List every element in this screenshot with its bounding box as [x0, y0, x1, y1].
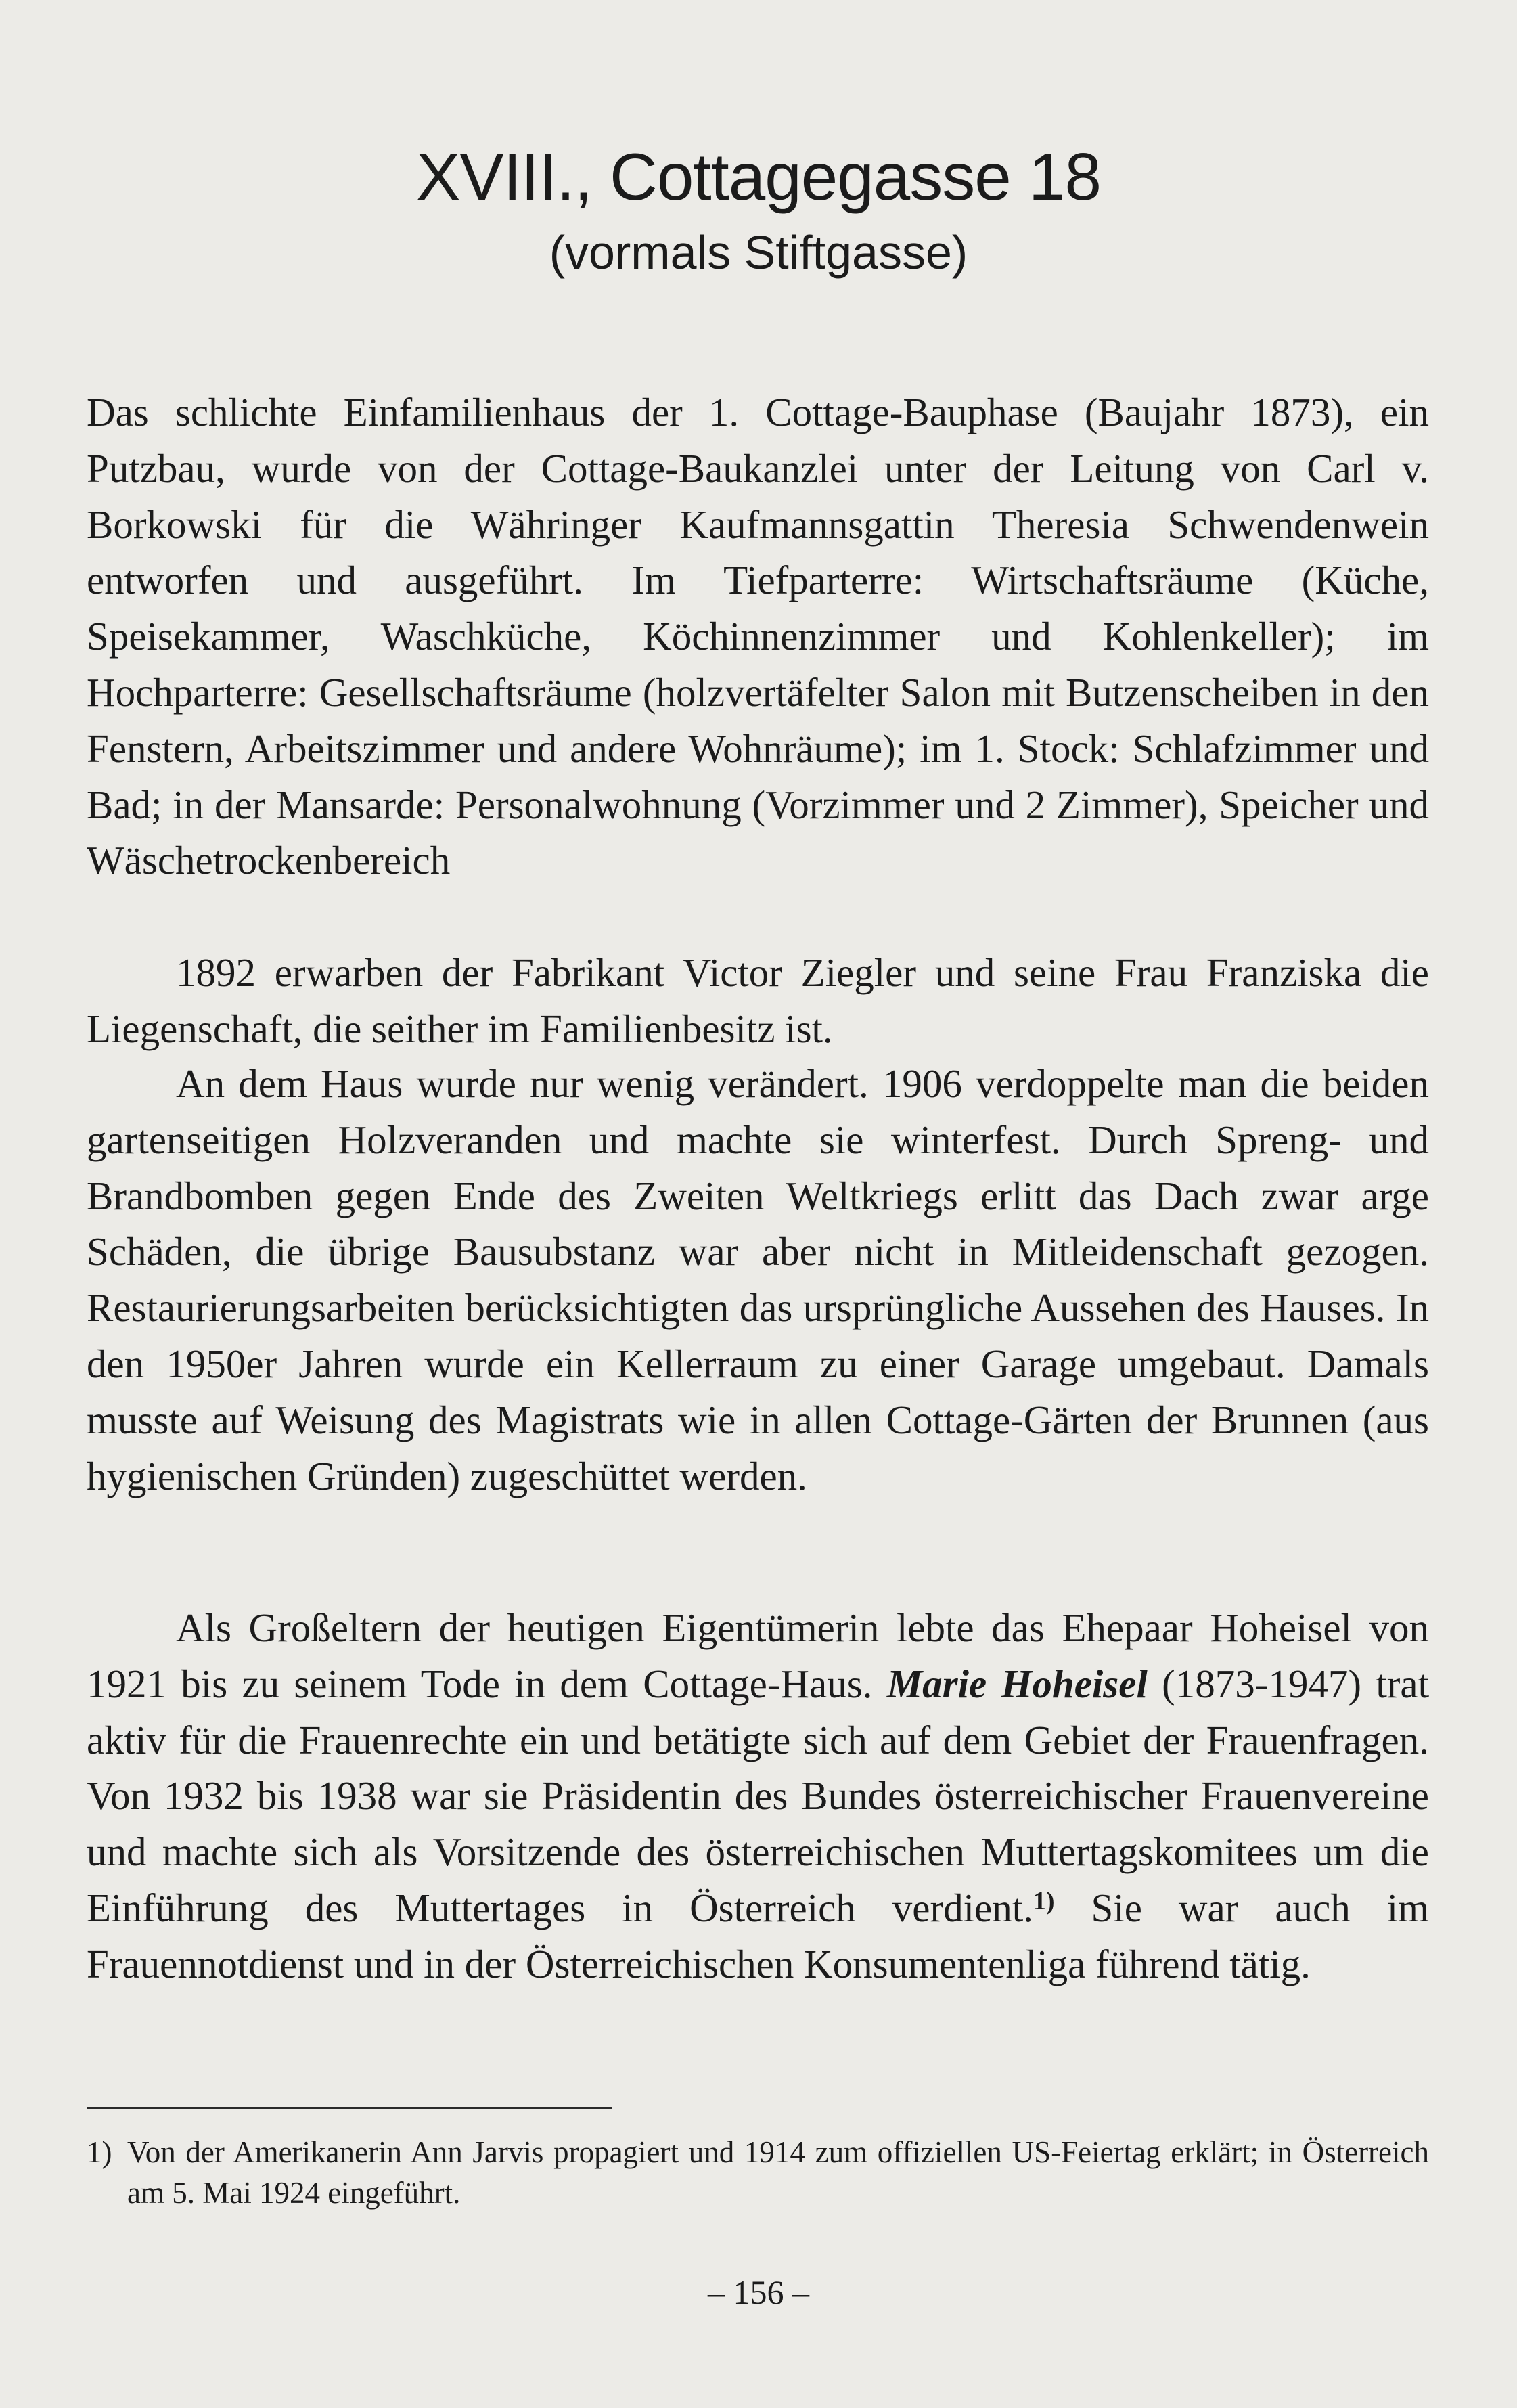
- paragraph-text: [87, 1600, 1429, 1992]
- page-number: – 156 –: [708, 2273, 809, 2311]
- footnote-text: Von der Amerikanerin Ann Jarvis propagiert und 1914 zum offiziellen US-Feiertag erklärt; in Österreich am 5. Mai 1924 eingeführt.: [127, 2135, 1429, 2210]
- page-title: XVIII., Cottagegasse 18: [415, 139, 1102, 214]
- paragraph-ownership: [87, 945, 1429, 1057]
- paragraph-text: Das schlichte Einfamilienhaus der 1. Cottage-Bauphase (Baujahr 1873), ein Putzbau, wurde von der Cottage-Baukanzlei unter der Leitung von Carl v. Borkowski für die Währinger Kaufmannsgattin Theresia Schwendenwein entworfen und ausgeführt. Im Tiefparterre: Wirtschaftsräume (Küche, Speisekammer, Waschküche, Köchinnenzimmer und Kohlenkeller); im Hochparterre: Gesellschaftsräume (holzvertäfelter Salon mit Butzenscheiben in den Fenstern, Arbeitszimmer und andere Wohnräume); im 1. Stock: Schlafzimmer und Bad; in der Mansarde: Personalwohnung (Vorzimmer und 2 Zimmer), Speicher und Wäschetrockenbereich: [87, 390, 1429, 883]
- paragraph-text-segment: Als Großeltern der heutigen Eigentümerin lebte das Ehepaar Hoheisel von 1921 bis zu seinem Tode in dem Cottage-Haus.: [87, 1605, 1429, 1706]
- paragraph-text: 1892 erwarben der Fabrikant Victor Ziegler und seine Frau Franziska die Liegenschaft, die seither im Familienbesitz ist.: [87, 950, 1429, 1051]
- paragraph-hoheisel: [87, 1600, 1429, 1992]
- paragraph-text-segment: Sie war auch im Frauennotdienst und in der Österreichischen Konsumentenliga führend tätig.: [87, 1885, 1429, 1986]
- footnote-divider: [87, 2107, 612, 2109]
- page-subtitle: (vormals Stiftgasse): [549, 226, 968, 279]
- paragraph-house-description: [87, 384, 1429, 889]
- paragraph-text-segment: (1873-1947) trat aktiv für die Frauenrechte ein und betätigte sich auf dem Gebiet der Frauenfragen. Von 1932 bis 1938 war sie Präsidentin des Bundes österreichischer Frauenvereine und machte sich als Vorsitzende des österreichischen Muttertagskomitees um die Einführung des Muttertages in Österreich verdient.: [87, 1661, 1429, 1930]
- footnote: [87, 2132, 1429, 2213]
- paragraph-changes: [87, 1056, 1429, 1504]
- footnote-label: 1): [87, 2135, 112, 2169]
- paragraph-text: An dem Haus wurde nur wenig verändert. 1906 verdoppelte man die beiden gartenseitigen Holzveranden und machte sie winterfest. Durch Spreng- und Brandbomben gegen Ende des Zweiten Weltkriegs erlitt das Dach zwar arge Schäden, die übrige Bausubstanz war aber nicht in Mitleidenschaft gezogen. Restaurierungsarbeiten berücksichtigten das ursprüngliche Aussehen des Hauses. In den 1950er Jahren wurde ein Kellerraum zu einer Garage umgebaut. Damals musste auf Weisung des Magistrats wie in allen Cottage-Gärten der Brunnen (aus hygienischen Gründen) zugeschüttet werden.: [87, 1061, 1429, 1498]
- person-name: Marie Hoheisel: [886, 1661, 1148, 1706]
- footnote-reference: 1): [1033, 1886, 1055, 1915]
